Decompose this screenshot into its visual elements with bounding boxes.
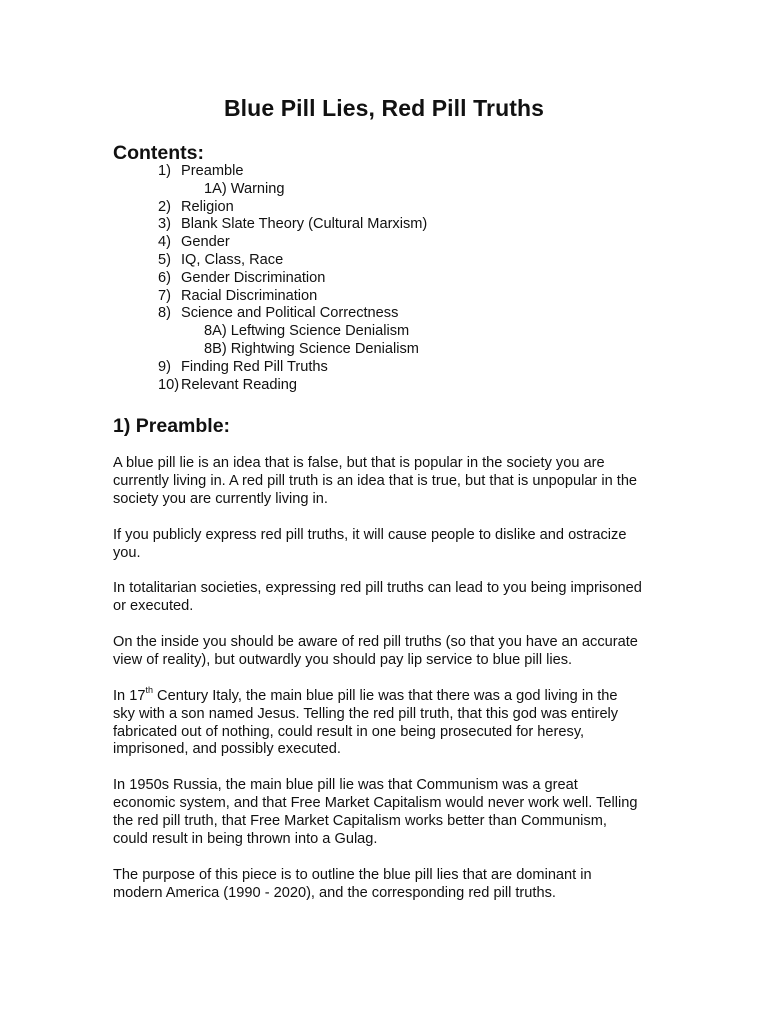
table-of-contents xyxy=(0,163,768,394)
toc-item-label: Preamble xyxy=(181,163,244,179)
toc-item-label: Gender xyxy=(181,234,230,251)
toc-item xyxy=(0,252,768,270)
paragraph-text: Century Italy, the main blue pill lie was that there was a god living in the sky with a son named Jesus. Telling the red pill truth, that this god was entirely fabricated out of nothing, could result in one being prosecuted for heresy, imprisoned, and possibly executed. xyxy=(113,687,619,758)
toc-item-number: 1A) xyxy=(204,180,227,197)
toc-subitem xyxy=(0,341,768,359)
toc-item-number: 8) xyxy=(158,305,171,322)
toc-item xyxy=(0,216,768,234)
toc-item xyxy=(0,234,768,252)
paragraph xyxy=(113,684,643,760)
paragraph: On the inside you should be aware of red pill truths (so that you have an accurate view of reality), but outwardly you should pay lip service to blue pill lies. xyxy=(113,634,638,668)
toc-item-label: Warning xyxy=(230,180,285,197)
toc-item-number: 9) xyxy=(158,358,171,375)
toc-item-number: 5) xyxy=(158,251,171,268)
toc-item-label: Leftwing Science Denialism xyxy=(230,323,410,340)
toc-item-number: 1) xyxy=(158,163,171,179)
section-heading-preamble: 1) Preamble: xyxy=(113,415,231,437)
toc-item-label: Blank Slate Theory (Cultural Marxism) xyxy=(181,216,428,233)
toc-item-number: 8A) xyxy=(204,323,227,340)
toc-item-label: Gender Discrimination xyxy=(181,269,326,286)
paragraph: A blue pill lie is an idea that is false, but that is popular in the society you are currently living in. A red pill truth is an idea that is true, but that is unpopular in the society you are currently living in. xyxy=(113,455,638,507)
document-title: Blue Pill Lies, Red Pill Truths xyxy=(223,95,545,121)
toc-item-number: 4) xyxy=(158,234,171,251)
paragraph: The purpose of this piece is to outline the blue pill lies that are dominant in modern America (1990 - 2020), and the corresponding red pill truths. xyxy=(113,866,592,901)
toc-item-number: 10) xyxy=(158,376,180,393)
toc-item-number: 8B) xyxy=(204,340,227,357)
contents-heading: Contents: xyxy=(113,142,204,164)
paragraph-text: In 17 xyxy=(113,687,146,704)
toc-item-number: 6) xyxy=(158,269,171,286)
toc-item-label: Finding Red Pill Truths xyxy=(181,358,328,375)
toc-item xyxy=(0,270,768,288)
toc-item xyxy=(0,199,768,217)
toc-item-label: IQ, Class, Race xyxy=(181,251,284,268)
toc-item xyxy=(0,288,768,306)
toc-subitem xyxy=(0,181,768,199)
toc-item xyxy=(0,359,768,377)
toc-item-label: Rightwing Science Denialism xyxy=(230,340,419,357)
toc-subitem xyxy=(0,323,768,341)
toc-item-label: Relevant Reading xyxy=(181,376,298,393)
paragraph: In totalitarian societies, expressing red pill truths can lead to you being imprisoned or executed. xyxy=(113,580,642,615)
toc-item-label: Science and Political Correctness xyxy=(181,305,399,322)
toc-item-label: Racial Discrimination xyxy=(181,287,318,304)
toc-item-number: 3) xyxy=(158,216,171,233)
toc-item-number: 7) xyxy=(158,287,171,304)
paragraph: If you publicly express red pill truths, it will cause people to dislike and ostracize you. xyxy=(113,526,627,561)
toc-item-number: 2) xyxy=(158,198,171,215)
toc-item xyxy=(0,305,768,323)
ordinal-superscript: th xyxy=(145,684,153,695)
preamble-body xyxy=(113,455,643,920)
toc-item-label: Religion xyxy=(181,198,234,215)
toc-item xyxy=(0,163,768,181)
paragraph: In 1950s Russia, the main blue pill lie was that Communism was a great economic system, and that Free Market Capitalism would never work well. Telling the red pill truth, that Free Market Capitalism works better than Communism, could result in being thrown into a Gulag. xyxy=(113,777,638,847)
toc-item xyxy=(0,377,768,395)
